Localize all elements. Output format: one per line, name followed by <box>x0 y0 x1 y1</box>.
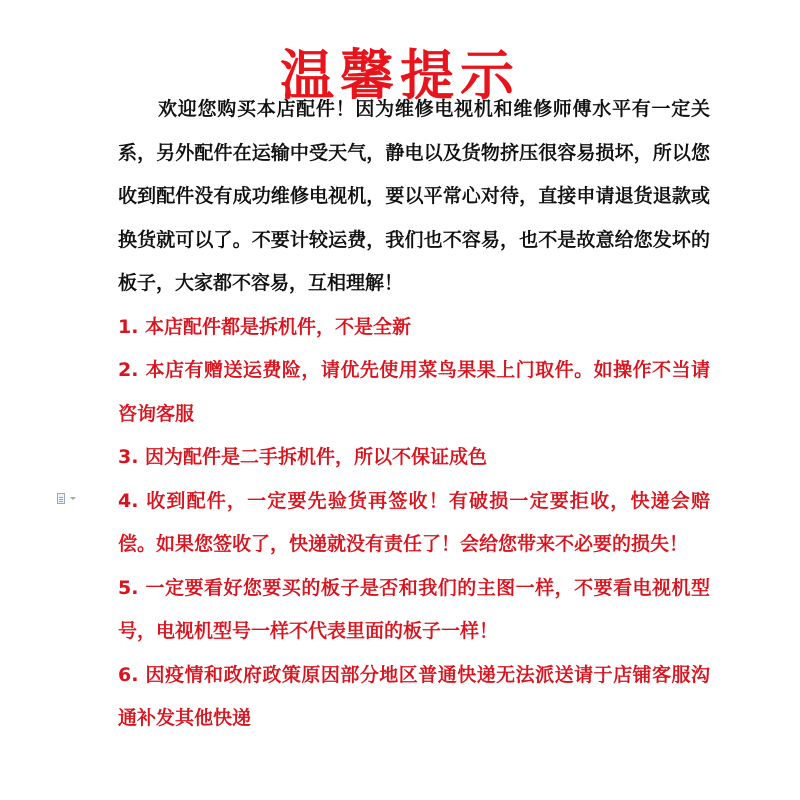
note-item-4: 4. 收到配件，一定要先验货再签收！有破损一定要拒收，快递会赔偿。如果您签收了，快递就没有责任了！会给您带来不必要的损失！ <box>118 489 710 555</box>
document-body <box>118 88 710 741</box>
note-item-6: 6. 因疫情和政府政策原因部分地区普通快递无法派送请于店铺客服沟通补发其他快递 <box>118 663 710 729</box>
caret-down-icon <box>70 497 76 500</box>
page-title: 温馨提示 <box>280 44 520 108</box>
note-item-2: 2. 本店有赠送运费险，请优先使用菜鸟果果上门取件。如操作不当请咨询客服 <box>118 359 710 425</box>
note-item-5: 5. 一定要看好您要买的板子是否和我们的主图一样，不要看电视机型号，电视机型号一样不代表里面的板子一样！ <box>118 576 710 642</box>
document-paragraph-icon[interactable] <box>57 492 79 506</box>
note-item-1: 1. 本店配件都是拆机件，不是全新 <box>118 315 412 338</box>
notes-list <box>118 306 710 741</box>
note-item-3: 3. 因为配件是二手拆机件，所以不保证成色 <box>118 446 488 468</box>
page-glyph-icon <box>57 493 65 504</box>
intro-paragraph: 欢迎您购买本店配件！因为维修电视机和维修师傅水平有一定关系，另外配件在运输中受天气，静电以及货物挤压很容易损坏，所以您收到配件没有成功维修电视机，要以平常心对待，直接申请退货退款或换货就可以了。不要计较运费，我们也不容易，也不是故意给您发坏的板子，大家都不容易，互相理解！ <box>118 98 710 294</box>
